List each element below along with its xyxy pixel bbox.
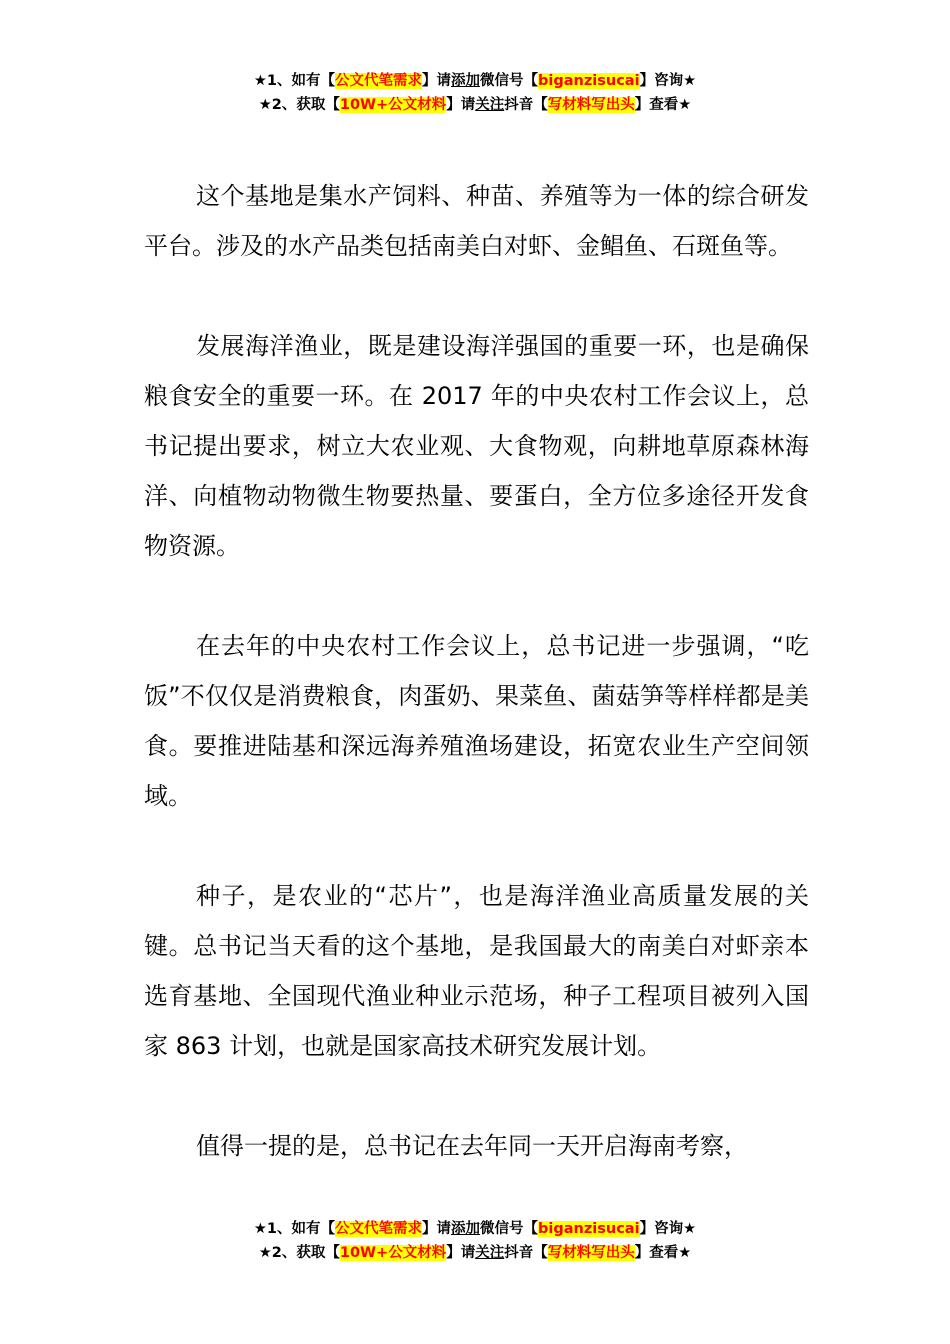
- banner-line-1: [0, 1217, 950, 1241]
- banner-text: 】咨询★: [639, 1221, 697, 1237]
- banner-text: 】查看★: [634, 97, 692, 113]
- banner-text: 抖音【: [504, 1245, 548, 1261]
- banner-text: 】咨询★: [639, 73, 697, 89]
- banner-line-1: [0, 69, 950, 93]
- banner-text: ★1、如有【: [253, 1221, 336, 1237]
- banner-text: ★2、获取【: [258, 1245, 340, 1261]
- footer-banner: [0, 1217, 950, 1265]
- banner-highlight: 10W+公文材料: [339, 1245, 447, 1261]
- banner-text: 】请: [422, 73, 452, 89]
- banner-text: 微信号【: [480, 1221, 539, 1237]
- banner-highlight: biganzisucai: [538, 73, 640, 89]
- banner-highlight: 10W+公文材料: [339, 97, 447, 113]
- banner-highlight: 公文代笔需求: [335, 73, 423, 89]
- banner-emphasis: 添加: [451, 1221, 481, 1237]
- banner-text: 】查看★: [634, 1245, 692, 1261]
- header-banner: [0, 69, 950, 117]
- banner-text: ★2、获取【: [258, 97, 340, 113]
- banner-emphasis: 添加: [451, 73, 481, 89]
- banner-highlight: 公文代笔需求: [335, 1221, 423, 1237]
- banner-highlight: 写材料写出头: [547, 97, 635, 113]
- paragraph: 在去年的中央农村工作会议上，总书记进一步强调，“吃饭”不仅仅是消费粮食，肉蛋奶、果菜鱼、菌菇笋等样样都是美食。要推进陆基和深远海养殖渔场建设，拓宽农业生产空间领域。: [144, 632, 809, 810]
- banner-highlight: biganzisucai: [538, 1221, 640, 1237]
- paragraph: 这个基地是集水产饲料、种苗、养殖等为一体的综合研发平台。涉及的水产品类包括南美白对虾、金鲳鱼、石斑鱼等。: [144, 182, 809, 260]
- banner-line-2: [0, 1241, 950, 1265]
- banner-text: 】请: [446, 97, 476, 113]
- banner-line-2: [0, 93, 950, 117]
- banner-emphasis: 关注: [475, 97, 505, 113]
- banner-text: 微信号【: [480, 73, 539, 89]
- banner-text: ★1、如有【: [253, 73, 336, 89]
- banner-text: 】请: [422, 1221, 452, 1237]
- paragraph: 种子，是农业的“芯片”，也是海洋渔业高质量发展的关键。总书记当天看的这个基地，是我国最大的南美白对虾亲本选育基地、全国现代渔业种业示范场，种子工程项目被列入国家 863 计划，也就是国家高技术研究发展计划。: [144, 882, 809, 1060]
- banner-emphasis: 关注: [475, 1245, 505, 1261]
- banner-text: 】请: [446, 1245, 476, 1261]
- banner-text: 抖音【: [504, 97, 548, 113]
- paragraph: 值得一提的是，总书记在去年同一天开启海南考察，: [196, 1132, 748, 1160]
- banner-highlight: 写材料写出头: [547, 1245, 635, 1261]
- document-body: [144, 171, 809, 1221]
- paragraph: 发展海洋渔业，既是建设海洋强国的重要一环，也是确保粮食安全的重要一环。在 2017 年的中央农村工作会议上，总书记提出要求，树立大农业观、大食物观，向耕地草原森林海洋、向植物动物微生物要热量、要蛋白，全方位多途径开发食物资源。: [144, 332, 809, 560]
